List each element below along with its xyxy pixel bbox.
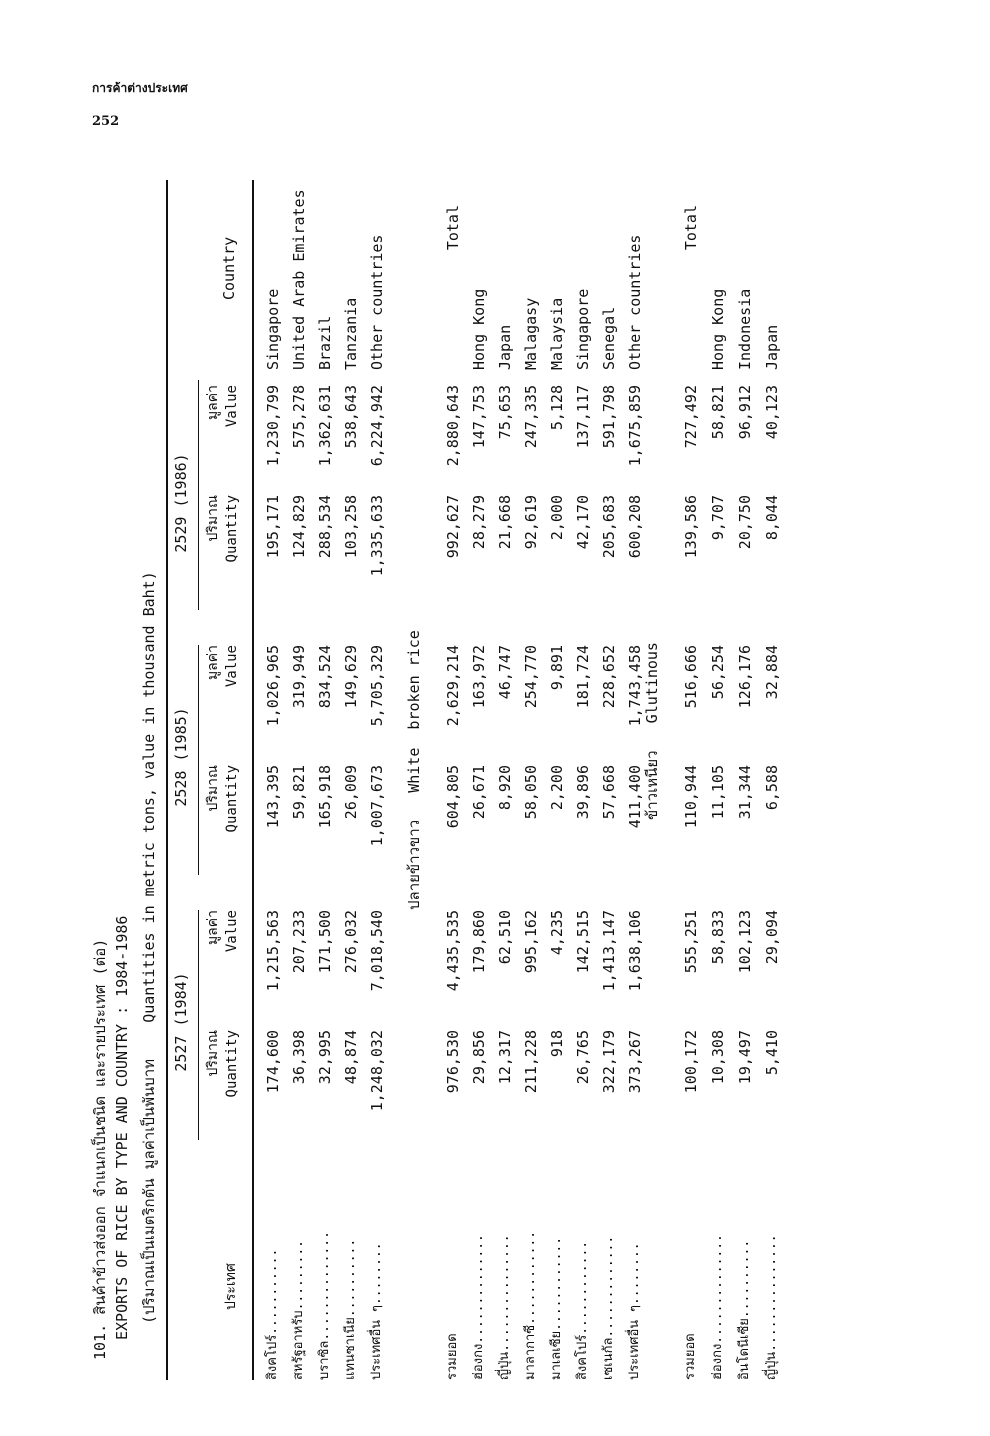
row-country-en: United Arab Emirates (290, 189, 308, 370)
row-value-cell: 411,400 (626, 765, 644, 829)
row-value-cell: 2,000 (548, 495, 566, 541)
row-value-cell: 56,254 (709, 645, 727, 700)
row-country-en: Japan (496, 324, 514, 370)
row-value-cell: 600,208 (626, 495, 644, 559)
row-value-cell: 976,530 (444, 1030, 462, 1094)
quantity-header-1984: ปริมาณ Quantity (205, 1030, 240, 1098)
row-value-cell: 39,896 (574, 765, 592, 820)
row-country-thai: สิงคโปร์............ (575, 1240, 590, 1380)
table-row (492, 180, 518, 1380)
row-value-cell: 26,671 (470, 765, 488, 820)
row-value-cell: 100,172 (682, 1030, 700, 1094)
row-value-cell: 92,619 (522, 495, 540, 550)
row-value-cell: 181,724 (574, 645, 592, 709)
row-value-cell: 1,675,859 (626, 385, 644, 467)
row-country-en: Malaysia (548, 297, 566, 370)
row-value-cell: 7,018,540 (368, 910, 386, 992)
table-subtitle: EXPORTS OF RICE BY TYPE AND COUNTRY : 1984-1986 (113, 915, 131, 1340)
row-value-cell: 604,805 (444, 765, 462, 829)
country-header-thai: ประเทศ (223, 1263, 239, 1310)
row-country-en: Hong Kong (709, 288, 727, 370)
row-value-cell: 57,668 (600, 765, 618, 820)
table-row (544, 180, 570, 1380)
top-rule (166, 180, 168, 1380)
year-rule-1985 (198, 645, 199, 875)
row-value-cell: 2,200 (548, 765, 566, 811)
table-title: 101. สินค้าข้าวส่งออก จำแนกเป็นชนิด และรายประเทศ (ต่อ) (91, 938, 109, 1360)
row-value-cell: 211,228 (522, 1030, 540, 1094)
row-value-cell: 319,949 (290, 645, 308, 709)
row-value-cell: 171,500 (316, 910, 334, 974)
row-value-cell: 174,600 (264, 1030, 282, 1094)
row-value-cell: 2,629,214 (444, 645, 462, 727)
row-value-cell: 8,044 (763, 495, 781, 541)
row-country-thai: สิงคโปร์........... (265, 1248, 280, 1380)
quantity-header-1985: ปริมาณ Quantity (205, 765, 240, 833)
row-value-cell: 1,413,147 (600, 910, 618, 992)
page-number: 252 (92, 114, 120, 129)
row-country-thai: ฮ่องกง.............. (471, 1234, 486, 1380)
table-row (518, 180, 544, 1380)
row-value-cell: 28,279 (470, 495, 488, 550)
row-country-en: Senegal (600, 306, 618, 370)
table-row (260, 180, 286, 1380)
row-country-thai: มาลากาซี............ (523, 1230, 538, 1380)
row-value-cell: 1,362,631 (316, 385, 334, 467)
year-rule-1984 (198, 910, 199, 1140)
row-value-cell: 205,683 (600, 495, 618, 559)
quantity-header-1986: ปริมาณ Quantity (205, 495, 240, 563)
row-value-cell: 992,627 (444, 495, 462, 559)
row-value-cell: 1,248,032 (368, 1030, 386, 1112)
row-value-cell: 834,524 (316, 645, 334, 709)
value-header-1984: มูลค่า Value (205, 910, 240, 953)
row-value-cell: 555,251 (682, 910, 700, 974)
row-value-cell: 6,224,942 (368, 385, 386, 467)
row-value-cell: 58,821 (709, 385, 727, 440)
row-value-cell: 9,891 (548, 645, 566, 691)
row-value-cell: 48,874 (342, 1030, 360, 1085)
row-value-cell: 142,515 (574, 910, 592, 974)
table-row (570, 180, 596, 1380)
row-value-cell: 918 (548, 1030, 566, 1058)
row-value-cell: 322,179 (600, 1030, 618, 1094)
row-value-cell: 62,510 (496, 910, 514, 965)
page-header: การค้าต่างประเทศ (92, 81, 188, 95)
row-value-cell: 538,643 (342, 385, 360, 449)
row-value-cell: 36,398 (290, 1030, 308, 1085)
row-value-cell: 124,829 (290, 495, 308, 559)
row-value-cell: 58,833 (709, 910, 727, 965)
row-value-cell: 163,972 (470, 645, 488, 709)
row-value-cell: 12,317 (496, 1030, 514, 1085)
row-country-en: Total (682, 205, 700, 251)
row-value-cell: 5,705,329 (368, 645, 386, 727)
row-value-cell: 42,170 (574, 495, 592, 550)
row-country-thai: ญี่ปุ่น............... (497, 1234, 512, 1380)
row-value-cell: 102,123 (736, 910, 754, 974)
row-country-thai: ประเทศอื่น ๆ........ (627, 1242, 642, 1380)
row-value-cell: 179,860 (470, 910, 488, 974)
row-value-cell: 373,267 (626, 1030, 644, 1094)
row-value-cell: 247,335 (522, 385, 540, 449)
table-row (286, 180, 312, 1380)
row-country-thai: ญี่ปุ่น............... (764, 1234, 779, 1380)
row-country-thai: เซเนกัล............. (601, 1235, 616, 1380)
year-header-1985: 2528 (1985) (172, 707, 190, 807)
row-value-cell: 254,770 (522, 645, 540, 709)
row-value-cell: 1,335,633 (368, 495, 386, 577)
row-value-cell: 58,050 (522, 765, 540, 820)
row-value-cell: 1,638,106 (626, 910, 644, 992)
row-country-en: Malagasy (522, 297, 540, 370)
year-header-1984: 2527 (1984) (172, 972, 190, 1072)
row-value-cell: 10,308 (709, 1030, 727, 1085)
rotated-table (80, 180, 781, 1380)
row-country-thai: สหรัฐอาหรับ......... (291, 1239, 306, 1380)
row-value-cell: 5,128 (548, 385, 566, 431)
row-country-en: Other countries (368, 234, 386, 370)
row-country-en: Japan (763, 324, 781, 370)
table-row (440, 180, 466, 1380)
row-value-cell: 591,798 (600, 385, 618, 449)
year-header-1986: 2529 (1986) (172, 453, 190, 553)
row-value-cell: 137,117 (574, 385, 592, 449)
row-value-cell: 995,162 (522, 910, 540, 974)
row-value-cell: 2,880,643 (444, 385, 462, 467)
row-value-cell: 5,410 (763, 1030, 781, 1076)
row-country-thai: บราซิล.............. (317, 1231, 332, 1380)
section-2-title: ปลายข้าวขาว White broken rice (405, 630, 423, 910)
row-country-en: Total (444, 205, 462, 251)
row-value-cell: 147,753 (470, 385, 488, 449)
row-country-thai: อินโดนีเซีย.......... (737, 1239, 752, 1380)
row-value-cell: 207,233 (290, 910, 308, 974)
row-value-cell: 4,435,535 (444, 910, 462, 992)
row-value-cell: 21,668 (496, 495, 514, 550)
row-country-thai: แทนซาเนีย.......... (343, 1238, 358, 1380)
row-value-cell: 228,652 (600, 645, 618, 709)
row-value-cell: 59,821 (290, 765, 308, 820)
row-country-thai: รวมยอด (445, 1333, 460, 1380)
header-bottom-rule (252, 180, 254, 1380)
row-value-cell: 143,395 (264, 765, 282, 829)
row-country-thai: ฮ่องกง.............. (710, 1234, 725, 1380)
row-country-en: Hong Kong (470, 288, 488, 370)
row-value-cell: 195,171 (264, 495, 282, 559)
row-value-cell: 1,230,799 (264, 385, 282, 467)
row-country-en: Brazil (316, 315, 334, 370)
row-value-cell: 40,123 (763, 385, 781, 440)
year-rule-1986 (198, 380, 199, 610)
row-value-cell: 1,026,965 (264, 645, 282, 727)
table-row (466, 180, 492, 1380)
row-country-en: Other countries (626, 234, 644, 370)
row-value-cell: 26,765 (574, 1030, 592, 1085)
value-header-1986: มูลค่า Value (205, 385, 240, 428)
table-row (759, 180, 785, 1380)
table-row (338, 180, 364, 1380)
row-value-cell: 20,750 (736, 495, 754, 550)
row-value-cell: 8,920 (496, 765, 514, 811)
row-country-en: Singapore (574, 288, 592, 370)
row-value-cell: 110,944 (682, 765, 700, 829)
row-value-cell: 126,176 (736, 645, 754, 709)
section-3-title: ข้าวเหนียว Glutinous (643, 642, 661, 820)
row-value-cell: 1,007,673 (368, 765, 386, 847)
row-value-cell: 75,653 (496, 385, 514, 440)
row-value-cell: 149,629 (342, 645, 360, 709)
row-value-cell: 31,344 (736, 765, 754, 820)
table-row (596, 180, 622, 1380)
table-row (705, 180, 731, 1380)
row-value-cell: 139,586 (682, 495, 700, 559)
table-units-note: (ปริมาณเป็นเมตริกตัน มูลค่าเป็นพันบาท Quantities in metric tons, value in thousand Baht) (140, 571, 158, 1324)
row-value-cell: 29,856 (470, 1030, 488, 1085)
row-country-thai: รวมยอด (683, 1333, 698, 1380)
row-value-cell: 575,278 (290, 385, 308, 449)
row-value-cell: 19,497 (736, 1030, 754, 1085)
row-value-cell: 516,666 (682, 645, 700, 709)
row-value-cell: 9,707 (709, 495, 727, 541)
row-value-cell: 165,918 (316, 765, 334, 829)
row-value-cell: 46,747 (496, 645, 514, 700)
table-row (312, 180, 338, 1380)
row-value-cell: 6,588 (763, 765, 781, 811)
table-row (678, 180, 704, 1380)
row-value-cell: 96,912 (736, 385, 754, 440)
row-value-cell: 11,105 (709, 765, 727, 820)
row-value-cell: 1,743,458 (626, 645, 644, 727)
row-value-cell: 4,235 (548, 910, 566, 956)
country-header-en: Country (220, 236, 238, 300)
row-value-cell: 29,094 (763, 910, 781, 965)
row-country-en: Tanzania (342, 297, 360, 370)
table-row (732, 180, 758, 1380)
row-value-cell: 288,534 (316, 495, 334, 559)
value-header-1985: มูลค่า Value (205, 645, 240, 688)
row-value-cell: 32,995 (316, 1030, 334, 1085)
row-country-thai: มาเลเซีย............ (549, 1236, 564, 1380)
row-country-en: Indonesia (736, 288, 754, 370)
row-value-cell: 1,215,563 (264, 910, 282, 992)
row-value-cell: 26,009 (342, 765, 360, 820)
row-value-cell: 727,492 (682, 385, 700, 449)
row-country-en: Singapore (264, 288, 282, 370)
row-value-cell: 276,032 (342, 910, 360, 974)
row-value-cell: 32,884 (763, 645, 781, 700)
table-row (364, 180, 390, 1380)
row-value-cell: 103,258 (342, 495, 360, 559)
row-country-thai: ประเทศอื่น ๆ........ (369, 1242, 384, 1380)
